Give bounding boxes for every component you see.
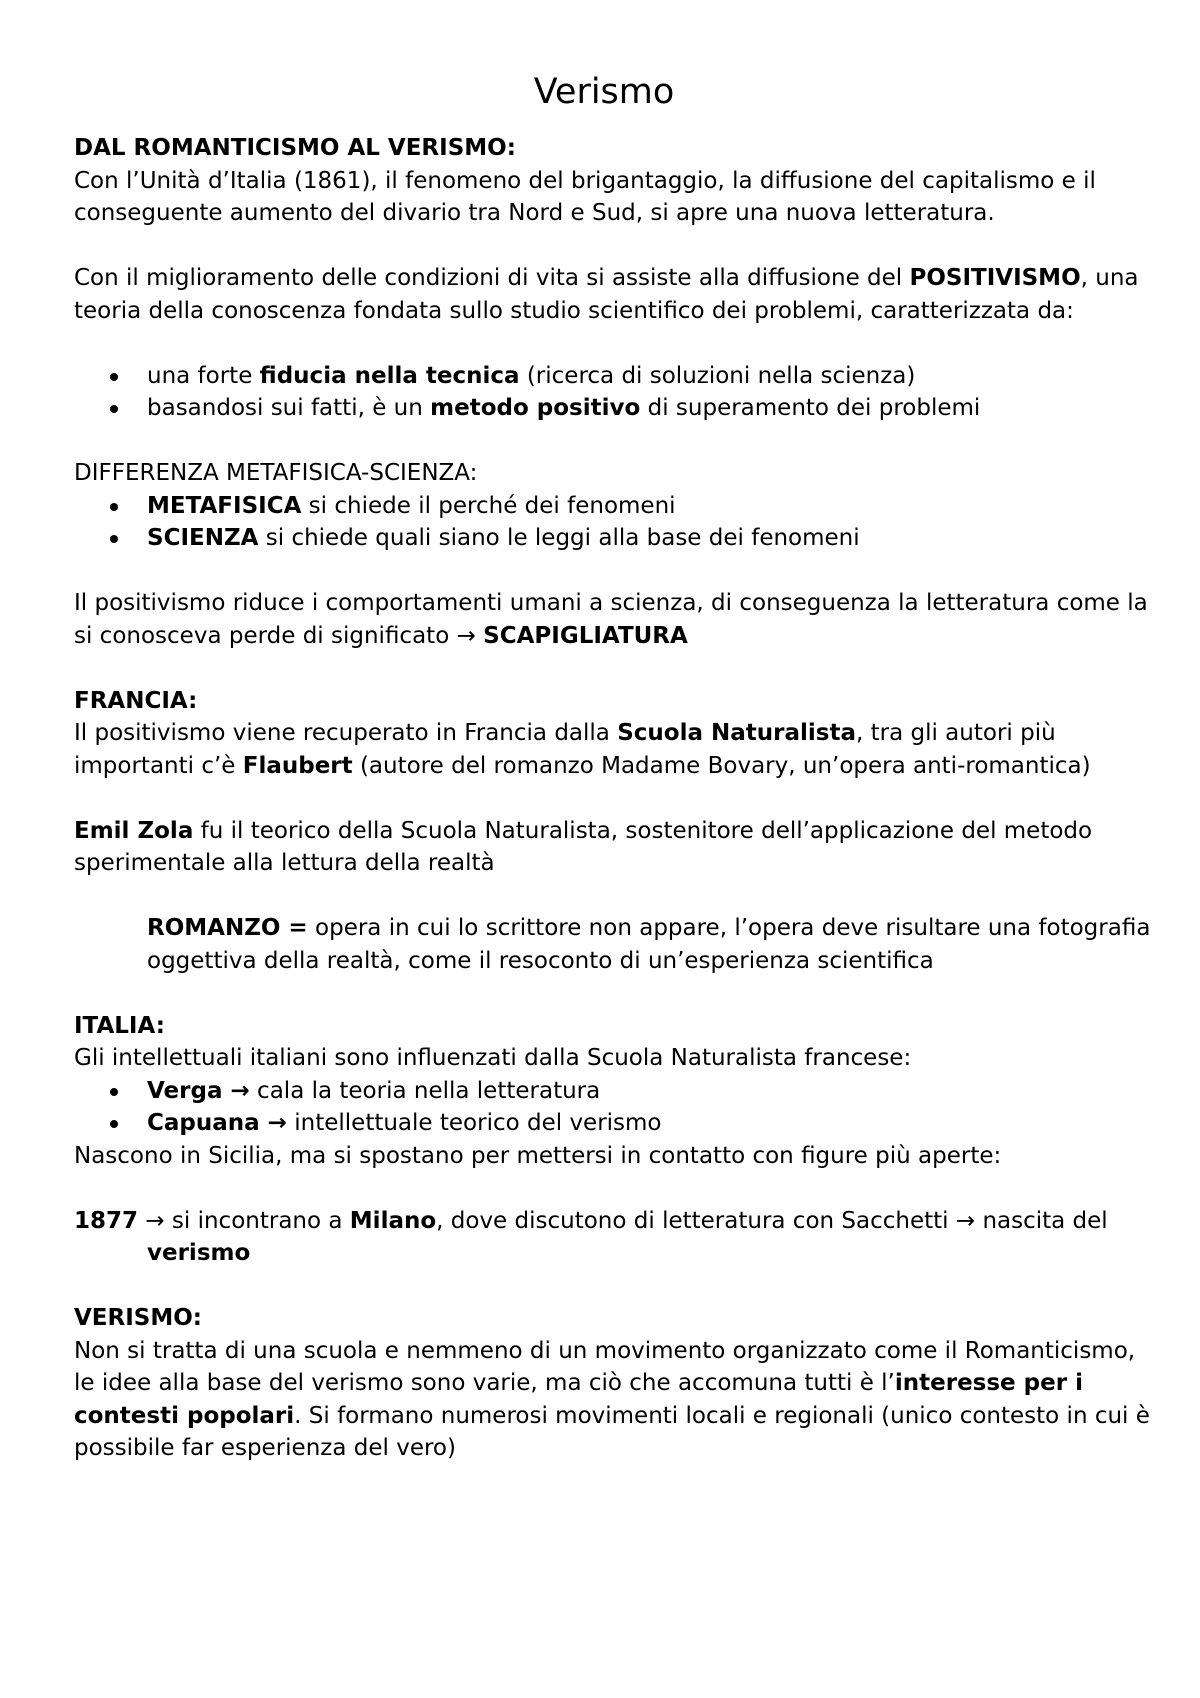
bold-term: METAFISICA xyxy=(147,492,302,519)
text: fu il teorico della Scuola Naturalista, sostenitore dell’applicazione del metodo sperimentale alla lettura della realtà xyxy=(74,817,1093,876)
bold-term: POSITIVISMO xyxy=(909,265,1081,291)
text: si chiede il perché dei fenomeni xyxy=(301,492,676,519)
section-heading-differenza: DIFFERENZA METAFISICA-SCIENZA: xyxy=(74,460,478,486)
text: una forte xyxy=(147,362,260,389)
text: basandosi sui fatti, è un xyxy=(147,395,431,421)
list-item xyxy=(74,360,1154,393)
section-heading-romanticismo: DAL ROMANTICISMO AL VERISMO: xyxy=(74,135,516,161)
text: → si incontrano a xyxy=(138,1207,350,1234)
paragraph-positivismo xyxy=(74,262,1154,327)
text: Non si tratta di una scuola e nemmeno di un movimento organizzato come il Romanticismo, le idee alla base del verismo sono varie, ma ciò che accomuna tutti è l’ xyxy=(74,1337,1136,1396)
text: , tra gli autori più importanti c’è xyxy=(74,720,1056,779)
text: opera in cui lo scrittore non appare, l’opera deve risultare una fotografia oggettiva della realtà, come il resoconto di un’esperienza scientifica xyxy=(147,915,1151,974)
bold-term: Capuana → xyxy=(147,1110,287,1136)
spacer xyxy=(74,652,1154,685)
text: (autore del romanzo Madame Bovary, un’opera anti-romantica) xyxy=(352,752,1091,779)
spacer xyxy=(74,1270,1154,1303)
bold-term: Emil Zola xyxy=(74,817,194,844)
paragraph-verismo-line xyxy=(74,1237,1154,1270)
bold-term: fiducia nella tecnica xyxy=(259,362,520,389)
paragraph-verismo xyxy=(74,1335,1154,1465)
text: cala la teoria nella letteratura xyxy=(249,1077,601,1104)
section-heading-francia: FRANCIA: xyxy=(74,687,198,714)
paragraph-unita-italia: Con l’Unità d’Italia (1861), il fenomeno del brigantaggio, la diffusione del capitalismo e il conseguente aumento del divario tra Nord e Sud, si apre una nuova letteratura. xyxy=(74,167,1096,226)
text: si chiede quali siano le leggi alla base dei fenomeni xyxy=(258,525,860,551)
bold-term: ROMANZO = xyxy=(147,915,308,941)
text: Con il miglioramento delle condizioni di vita si assiste alla diffusione del xyxy=(74,265,910,291)
text: (ricerca di soluzioni nella scienza) xyxy=(519,362,916,389)
spacer xyxy=(74,425,1154,458)
bullet-list-positivismo xyxy=(74,360,1154,425)
paragraph-scuola-naturalista xyxy=(74,717,1154,782)
bold-term: interesse per i contesti popolari xyxy=(74,1370,1083,1429)
paragraph-scapigliatura xyxy=(74,587,1154,652)
bold-term: metodo positivo xyxy=(430,395,641,421)
bold-term: SCAPIGLIATURA xyxy=(483,622,688,649)
paragraph-1877 xyxy=(74,1205,1154,1238)
section-heading-italia: ITALIA: xyxy=(74,1012,165,1039)
list-item xyxy=(74,392,1154,425)
text: , una teoria della conoscenza fondata sullo studio scientifico dei problemi, caratterizzata da: xyxy=(74,265,1139,324)
text: Il positivismo viene recuperato in Francia dalla xyxy=(74,720,618,746)
bold-term: 1877 xyxy=(74,1207,139,1234)
bold-term: verismo xyxy=(147,1240,251,1266)
spacer xyxy=(74,327,1154,360)
text: intellettuale teorico del verismo xyxy=(286,1110,662,1136)
bullet-list-metafisica-scienza xyxy=(74,490,1154,555)
spacer xyxy=(74,977,1154,1010)
spacer xyxy=(74,1172,1154,1205)
section-heading-verismo: VERISMO: xyxy=(74,1305,202,1331)
definition-romanzo xyxy=(74,912,1154,977)
bold-term: Milano xyxy=(349,1207,437,1234)
document-title: Verismo xyxy=(533,72,675,112)
bold-term: Flaubert xyxy=(242,752,353,779)
text: Il positivismo riduce i comportamenti umani a scienza, di conseguenza la letteratura come la si conosceva perde di significato → xyxy=(74,590,1148,649)
bold-term: SCIENZA xyxy=(147,525,259,551)
bullet-list-autori xyxy=(74,1075,1154,1140)
list-item xyxy=(74,490,1154,523)
text: , dove discutono di letteratura con Sacchetti → nascita del xyxy=(436,1207,1108,1234)
spacer xyxy=(74,230,1154,263)
list-item xyxy=(74,1107,1154,1140)
bold-term: Scuola Naturalista xyxy=(617,720,856,746)
paragraph-emil-zola xyxy=(74,815,1154,880)
list-item xyxy=(74,522,1154,555)
text: di superamento dei problemi xyxy=(640,395,981,421)
paragraph-intellettuali: Gli intellettuali italiani sono influenzati dalla Scuola Naturalista francese: xyxy=(74,1045,912,1071)
paragraph-sicilia: Nascono in Sicilia, ma si spostano per mettersi in contatto con figure più aperte: xyxy=(74,1142,1002,1169)
document-page xyxy=(74,70,1154,1465)
spacer xyxy=(74,555,1154,588)
list-item xyxy=(74,1075,1154,1108)
spacer xyxy=(74,782,1154,815)
bold-term: Verga → xyxy=(147,1077,250,1104)
text: . Si formano numerosi movimenti locali e regionali (unico contesto in cui è possibile far esperienza del vero) xyxy=(74,1402,1150,1461)
spacer xyxy=(74,880,1154,913)
